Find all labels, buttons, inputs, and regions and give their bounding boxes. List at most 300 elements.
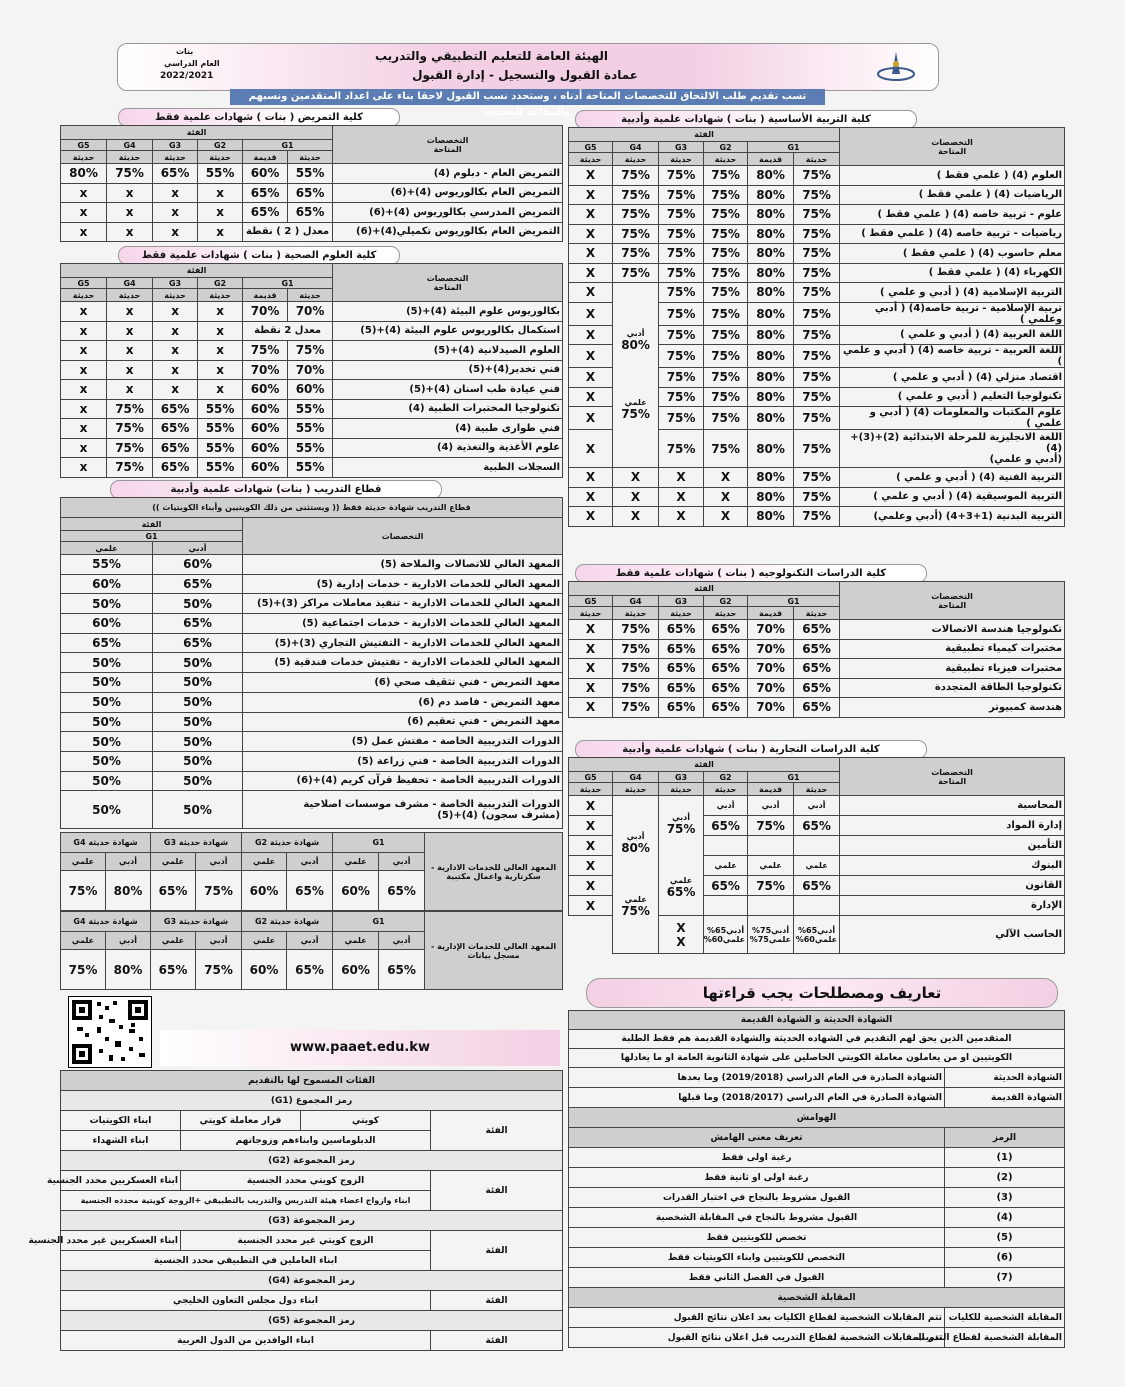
- value-cell: 80%: [748, 224, 794, 244]
- cert-title: الشهادة الحديثة و الشهادة القديمة: [569, 1011, 1065, 1030]
- value-cell: 65%: [794, 678, 840, 698]
- value-cell: 70%: [748, 639, 794, 659]
- new-cert-desc: الشهادة الصادرة في العام الدراسي (2019/2018) وما بعدها: [569, 1068, 945, 1088]
- tech-title: كلية الدراسات التكنولوجيه ( بنات ) شهادات علمية فقط: [575, 564, 927, 583]
- value-cell: 60%: [153, 555, 243, 575]
- value-cell: x: [61, 222, 107, 242]
- group-g4: G4: [107, 140, 153, 151]
- org-title: الهيئة العامة للتعليم التطبيقي والتدريب: [374, 49, 608, 63]
- value-cell: x: [198, 203, 243, 223]
- value-cell: 80%: [748, 487, 794, 507]
- health-table: [60, 263, 563, 478]
- value-cell: 75%: [613, 185, 659, 205]
- value-cell: 75%: [704, 263, 748, 283]
- note-row: [569, 1208, 1065, 1228]
- literary-header: أدبي: [153, 542, 243, 555]
- cert-old: قديمة: [748, 783, 794, 796]
- value-cell: X: [569, 507, 613, 527]
- inst1-name: المعهد العالي للخدمات الادارية - سكرتارية واعمال مكتبية: [425, 833, 563, 911]
- specialty-label: علوم - تربية خاصه (4) ( علمي فقط ): [840, 205, 1065, 225]
- cert-new: حديثة: [153, 289, 198, 302]
- value-cell: 50%: [61, 673, 153, 693]
- cert-new: حديثة: [107, 289, 153, 302]
- table-row: [569, 263, 1065, 283]
- value-cell: 65%: [151, 871, 196, 911]
- specialty-label: فني طوارى طبية (4): [333, 419, 563, 439]
- cert-g4: شهادة حديثة G4: [61, 912, 151, 932]
- nursing-title: كلية التمريض ( بنات ) شهادات علمية فقط: [118, 108, 400, 127]
- interview-colleges-label: المقابلة الشخصية للكليات: [945, 1308, 1065, 1328]
- value-cell: X: [569, 407, 613, 430]
- value-cell: 75%: [196, 950, 242, 990]
- value-cell: x: [107, 321, 153, 341]
- g1-kuwaiti-mothers: ابناء الكويتيات: [61, 1111, 181, 1131]
- value-cell: 55%: [61, 555, 153, 575]
- specialty-label: المعهد العالي للخدمات الادارية - تفتيش خدمات فندقية (5): [243, 653, 563, 673]
- table-row: [61, 574, 563, 594]
- specialty-label: اللغة العربية (4) ( أدبي و علمي ): [840, 325, 1065, 345]
- value-cell: 70%: [288, 360, 333, 380]
- value-cell: 75%: [659, 244, 704, 264]
- table-row: [569, 698, 1065, 718]
- website-bar[interactable]: [160, 1030, 560, 1066]
- computer-g1-old: أدبي75% علمي75%: [748, 916, 794, 954]
- value-cell: 80%: [748, 345, 794, 368]
- table-row: [61, 222, 563, 242]
- value-cell: 65%: [794, 816, 840, 836]
- value-cell: 75%: [613, 224, 659, 244]
- cert-new: حديثة: [613, 783, 659, 796]
- value-cell: 75%: [794, 283, 840, 303]
- value-cell: 80%: [106, 871, 151, 911]
- value-cell: 75%: [704, 407, 748, 430]
- value-cell: X: [569, 387, 613, 407]
- paaet-logo: [876, 50, 916, 84]
- value-cell: 50%: [61, 791, 153, 829]
- lit-label: أدبي: [106, 853, 151, 871]
- specialty-label: العلوم (4) ( علمي فقط ): [840, 166, 1065, 186]
- value-cell: 75%: [61, 950, 106, 990]
- specialty-label: الدورات التدريبية الخاصة - مشرف موسسات اصلاحية (مشرف سجون) (4)+(5): [243, 791, 563, 829]
- value-cell: x: [198, 302, 243, 322]
- value-cell: 75%: [659, 430, 704, 468]
- value-cell: x: [61, 438, 107, 458]
- specialty-label: تكنولوجيا هندسة الاتصالات: [840, 620, 1065, 640]
- value-cell: 60%: [243, 380, 288, 400]
- value-cell: 75%: [613, 166, 659, 186]
- note-symbol: (1): [945, 1148, 1065, 1168]
- value-cell: X: [569, 302, 613, 325]
- value-cell: 75%: [704, 283, 748, 303]
- note-symbol: (2): [945, 1168, 1065, 1188]
- value-cell: 60%: [242, 871, 287, 911]
- value-cell: 80%: [621, 338, 650, 352]
- table-row: [61, 419, 563, 439]
- value-cell: 75%: [794, 407, 840, 430]
- group-g2: G2: [198, 278, 243, 289]
- specialty-label: التربية البدنية (1+3+4) (أدبي وعلمي): [840, 507, 1065, 527]
- value-cell: 75%: [196, 871, 242, 911]
- group-g5: G5: [61, 140, 107, 151]
- note-meaning: القبول مشروط بالنجاح في المقابلة الشخصية: [569, 1208, 945, 1228]
- table-row: [569, 639, 1065, 659]
- sci-label: علمي: [61, 853, 106, 871]
- value-cell: 55%: [198, 438, 243, 458]
- note-symbol: (6): [945, 1248, 1065, 1268]
- note-meaning: تخصص للكويتيين فقط: [569, 1228, 945, 1248]
- table-row: [61, 555, 563, 575]
- value-cell: 70%: [243, 302, 288, 322]
- value-cell: x: [61, 458, 107, 478]
- value-cell: 60%: [243, 438, 288, 458]
- category-header: الفئة: [61, 264, 333, 278]
- g2-staff: ابناء وازواج اعضاء هيئة التدريس والتدريب بالتطبيقي +الزوجة كويتية محدده الجنسية: [61, 1191, 431, 1211]
- x-mark: X: [569, 856, 613, 876]
- value-cell: x: [153, 380, 198, 400]
- x-mark: X: [569, 816, 613, 836]
- value-cell: 75%: [794, 487, 840, 507]
- value-cell: X: [659, 487, 704, 507]
- value-cell: 70%: [243, 360, 288, 380]
- value-cell: x: [107, 360, 153, 380]
- specialty-label: بكالوريوس علوم البيئة (4)+(5): [333, 302, 563, 322]
- value-cell: 70%: [748, 659, 794, 679]
- table-row: [61, 771, 563, 791]
- specialty-label: تكنولوجيا التعليم ( أدبي و علمي ): [840, 387, 1065, 407]
- g1-martyrs: ابناء الشهداء: [61, 1131, 181, 1151]
- value-cell: 65%: [659, 659, 704, 679]
- value-cell: 65%: [704, 816, 748, 836]
- basic-ed-table: [568, 127, 1065, 527]
- value-cell: 75%: [613, 639, 659, 659]
- lit-label: أدبي: [196, 853, 242, 871]
- specialty-label: تربية الإسلامية - تربية خاصه(4) ( أدبي وعلمي ): [840, 302, 1065, 325]
- value-cell: 75%: [659, 185, 704, 205]
- table-row: [569, 185, 1065, 205]
- value-cell: X: [569, 620, 613, 640]
- value-cell: 75%: [704, 345, 748, 368]
- cert-new: حديثة: [569, 153, 613, 166]
- value-cell: 65%: [153, 438, 198, 458]
- business-row-label: القانون: [840, 876, 1065, 896]
- value-cell: 65%: [704, 639, 748, 659]
- value-cell: 65%: [794, 876, 840, 896]
- sci-label: علمي: [242, 853, 287, 871]
- category-header: الفئة: [61, 126, 333, 140]
- value-cell: 75%: [621, 407, 650, 421]
- g2-husband: الزوج كويتي محدد الجنسية: [181, 1171, 431, 1191]
- inst2-name: المعهد العالي للخدمات الإدارية - مسجل بيانات: [425, 912, 563, 990]
- value-cell: 75%: [613, 205, 659, 225]
- cert-g3: شهادة حديثة G3: [151, 833, 242, 853]
- value-cell: 50%: [61, 594, 153, 614]
- cert-new: حديثة: [794, 783, 840, 796]
- value-cell: 75%: [704, 302, 748, 325]
- cert-new: حديثة: [659, 607, 704, 620]
- specialty-label: الرياضيات (4) ( علمي فقط ): [840, 185, 1065, 205]
- gender-label: بنات: [176, 47, 194, 56]
- cert-new: حديثة: [288, 289, 333, 302]
- group-g1: G1: [243, 278, 333, 289]
- specialties-header: التخصصات المتاحة: [840, 128, 1065, 166]
- tech-table: [568, 581, 1065, 718]
- g2-title: رمز المجموعة (G2): [61, 1151, 563, 1171]
- category-label: الفئة: [431, 1291, 563, 1311]
- value-cell: X: [704, 487, 748, 507]
- cert-g1: G1: [333, 912, 425, 932]
- table-row: [61, 458, 563, 478]
- specialty-label: اللغة العربية - تربية خاصه (4) ( أدبي و علمي ): [840, 345, 1065, 368]
- cert-new: حديثة: [61, 151, 107, 164]
- value-cell: 75%: [794, 302, 840, 325]
- table-row: [569, 224, 1065, 244]
- table-row: [61, 341, 563, 361]
- value-cell: 65%: [243, 183, 288, 203]
- group-g4: G4: [107, 278, 153, 289]
- group-g4: G4: [613, 772, 659, 783]
- table-row: [569, 205, 1065, 225]
- value-cell: 55%: [198, 399, 243, 419]
- value-cell: 65%: [153, 614, 243, 634]
- value-cell: x: [61, 399, 107, 419]
- categories-title: الفئات المسموح لها بالتقديم: [61, 1071, 563, 1091]
- definitions-table: [568, 1010, 1065, 1348]
- value-cell: X: [569, 325, 613, 345]
- cert-old: قديمة: [748, 153, 794, 166]
- value-cell: 65%: [379, 871, 425, 911]
- value-cell: x: [198, 321, 243, 341]
- value-cell: 80%: [748, 507, 794, 527]
- specialty-label: معهد التمريض - فني تعقيم (6): [243, 712, 563, 732]
- value-cell: 75%: [748, 876, 794, 896]
- value-cell: 75%: [107, 438, 153, 458]
- value-cell: 65%: [794, 620, 840, 640]
- group-g1: G1: [243, 140, 333, 151]
- inst2-table: [60, 911, 563, 990]
- category-header: الفئة: [569, 758, 840, 772]
- x-mark: X: [569, 876, 613, 896]
- value-cell: 75%: [107, 458, 153, 478]
- g2-military: ابناء العسكريين محدد الجنسية: [61, 1171, 181, 1191]
- value-cell: 60%: [333, 871, 379, 911]
- value-cell: 60%: [61, 574, 153, 594]
- value-cell: 75%: [794, 368, 840, 388]
- value-cell: 75%: [704, 166, 748, 186]
- value-cell: 65%: [153, 574, 243, 594]
- value-cell: X: [613, 487, 659, 507]
- qr-code[interactable]: [68, 996, 152, 1068]
- sci-label: علمي: [704, 856, 748, 876]
- value-cell: x: [61, 183, 107, 203]
- value-cell: 50%: [153, 653, 243, 673]
- value-cell: X: [569, 678, 613, 698]
- table-row: [61, 791, 563, 829]
- value-cell: 75%: [107, 164, 153, 184]
- group-g2: G2: [704, 142, 748, 153]
- g1-treated-kuwaiti: قرار معاملة كويتي: [181, 1111, 301, 1131]
- value-cell: 80%: [106, 950, 151, 990]
- cert-new: حديثة: [794, 607, 840, 620]
- inst1-table: [60, 832, 563, 911]
- sci-label: علمي: [748, 856, 794, 876]
- specialty-label: التمريض العام بكالوريوس (4)+(6): [333, 183, 563, 203]
- specialties-header: التخصصات: [243, 518, 563, 555]
- specialties-header: التخصصات المتاحة: [333, 126, 563, 164]
- table-row: [61, 673, 563, 693]
- value-cell: x: [61, 203, 107, 223]
- value-cell: 50%: [153, 791, 243, 829]
- note-symbol: (5): [945, 1228, 1065, 1248]
- value-cell: x: [61, 380, 107, 400]
- specialty-label: رياضيات - تربية خاصه (4) ( علمي فقط ): [840, 224, 1065, 244]
- value-cell: 75%: [613, 620, 659, 640]
- cert-new: حديثة: [569, 607, 613, 620]
- note-row: [569, 1248, 1065, 1268]
- g1-title: رمز المجموع (G1): [61, 1091, 563, 1111]
- category-label: الفئة: [431, 1111, 563, 1151]
- value-cell: 55%: [288, 164, 333, 184]
- table-row: [61, 399, 563, 419]
- business-g4-cell: أدبي 80% علمي 75%: [613, 796, 659, 954]
- value-cell: 50%: [153, 751, 243, 771]
- value-cell: 65%: [659, 620, 704, 640]
- value-cell: X: [569, 283, 613, 303]
- value-cell: X: [569, 487, 613, 507]
- scientific-header: علمي: [61, 542, 153, 555]
- specialty-label: علوم المكتبات والمعلومات (4) ( أدبي و علمي ): [840, 407, 1065, 430]
- table-row: [61, 360, 563, 380]
- value-cell: 55%: [288, 458, 333, 478]
- lit-label: أدبي: [196, 932, 242, 950]
- interview-training-label: المقابلة الشخصية لقطاع التدريب: [945, 1328, 1065, 1348]
- value-cell: 60%: [243, 458, 288, 478]
- sci-label: علمي: [151, 853, 196, 871]
- group-g1: G1: [748, 142, 840, 153]
- computer-g1-new: أدبي65% علمي60%: [794, 916, 840, 954]
- note-meaning: القبول مشروط بالنجاح في اختبار القدرات: [569, 1188, 945, 1208]
- value-cell: 80%: [748, 407, 794, 430]
- table-row: [61, 732, 563, 752]
- cert-new: حديثة: [198, 289, 243, 302]
- website-link[interactable]: www.paaet.edu.kw: [290, 1040, 430, 1055]
- value-cell: X: [569, 659, 613, 679]
- value-cell: x: [153, 222, 198, 242]
- value-cell: 75%: [794, 387, 840, 407]
- g4-gcc: ابناء دول مجلس التعاون الخليجي: [61, 1291, 431, 1311]
- value-cell: 60%: [61, 614, 153, 634]
- notes-title: الهوامش: [569, 1108, 1065, 1128]
- lit-label: أدبي: [704, 796, 748, 816]
- cert-g4: شهادة حديثة G4: [61, 833, 151, 853]
- value-cell: X: [569, 639, 613, 659]
- sci-label: علمي: [333, 853, 379, 871]
- value-cell: x: [107, 380, 153, 400]
- value-cell: X: [569, 698, 613, 718]
- value-cell: 80%: [748, 468, 794, 488]
- value-cell: 75%: [704, 430, 748, 468]
- table-row: [61, 321, 563, 341]
- value-cell: 75%: [794, 185, 840, 205]
- table-row: [61, 302, 563, 322]
- nursing-table: [60, 125, 563, 242]
- value-cell: x: [153, 321, 198, 341]
- value-cell: x: [107, 203, 153, 223]
- value-cell: x: [107, 341, 153, 361]
- value-cell: 65%: [153, 399, 198, 419]
- health-title: كلية العلوم الصحية ( بنات ) شهادات علمية فقط: [118, 246, 400, 265]
- sci-label: علمي: [242, 932, 287, 950]
- specialty-label: الدورات التدريبية الخاصة - فني زراعة (5): [243, 751, 563, 771]
- cert-new: حديثة: [613, 607, 659, 620]
- group-g5: G5: [569, 142, 613, 153]
- note-meaning: رغبة اولى فقط: [569, 1148, 945, 1168]
- value-cell: 70%: [748, 620, 794, 640]
- group-g2: G2: [704, 772, 748, 783]
- table-row: [61, 614, 563, 634]
- value-cell: 75%: [794, 468, 840, 488]
- training-subtitle: قطاع التدريب شهادة حديثة فقط (( ويستثنى من ذلك الكويتيين وأبناء الكويتيات )): [61, 498, 563, 518]
- note-row: [569, 1168, 1065, 1188]
- value-cell: x: [61, 341, 107, 361]
- cert-new: حديثة: [613, 153, 659, 166]
- specialty-label: معهد التمريض - فني تثقيف صحي (6): [243, 673, 563, 693]
- value-cell: 65%: [659, 678, 704, 698]
- value-cell: 75%: [659, 345, 704, 368]
- value-cell: 80%: [748, 302, 794, 325]
- value-cell: 80%: [748, 166, 794, 186]
- business-title: كلية الدراسات التجارية ( بنات ) شهادات علمية وأدبية: [575, 740, 927, 759]
- value-cell: 75%: [659, 368, 704, 388]
- value-cell: 75%: [243, 341, 288, 361]
- value-cell: 80%: [61, 164, 107, 184]
- value-cell: 75%: [613, 698, 659, 718]
- g4-merged-cell: [613, 283, 659, 468]
- specialty-label: المعهد العالي للاتصالات والملاحة (5): [243, 555, 563, 575]
- value-cell: X: [569, 166, 613, 186]
- sci-label: علمي: [61, 932, 106, 950]
- symbol-header: الرمز: [945, 1128, 1065, 1148]
- value-cell: 75%: [794, 507, 840, 527]
- table-row: [61, 751, 563, 771]
- value-cell: 75%: [794, 224, 840, 244]
- cert-new: حديثة: [107, 151, 153, 164]
- cert-intro: الكويتيين او من يعاملون معاملة الكويتي الحاصلين على شهادة الثانوية العامة او ما يعادلها: [569, 1049, 1065, 1068]
- value-cell: 50%: [61, 732, 153, 752]
- value-cell: معدل ( 2 ) نقطة: [243, 222, 333, 242]
- value-cell: 75%: [794, 325, 840, 345]
- value-cell: 50%: [153, 673, 243, 693]
- specialties-header: التخصصات المتاحة: [840, 582, 1065, 620]
- training-table: [60, 497, 563, 829]
- note-symbol: (4): [945, 1208, 1065, 1228]
- value-cell: 60%: [243, 399, 288, 419]
- specialty-label: هندسة كمبيوتر: [840, 698, 1065, 718]
- value-cell: 70%: [288, 302, 333, 322]
- specialty-label: استكمال بكالوريوس علوم البيئة (4)+(5): [333, 321, 563, 341]
- category-label: الفئة: [431, 1331, 563, 1351]
- value-cell: 65%: [704, 698, 748, 718]
- academic-year: 2022/2021: [160, 71, 214, 81]
- table-row: [569, 620, 1065, 640]
- value-cell: 75%: [659, 263, 704, 283]
- value-cell: 55%: [288, 419, 333, 439]
- value-cell: 65%: [288, 203, 333, 223]
- training-title: قطاع التدريب ( بنات) شهادات علمية وأدبية: [110, 480, 442, 499]
- g5-title: رمز المجموعة (G5): [61, 1311, 563, 1331]
- value-cell: x: [153, 183, 198, 203]
- value-cell: 65%: [794, 659, 840, 679]
- business-row-label: المحاسبة: [840, 796, 1065, 816]
